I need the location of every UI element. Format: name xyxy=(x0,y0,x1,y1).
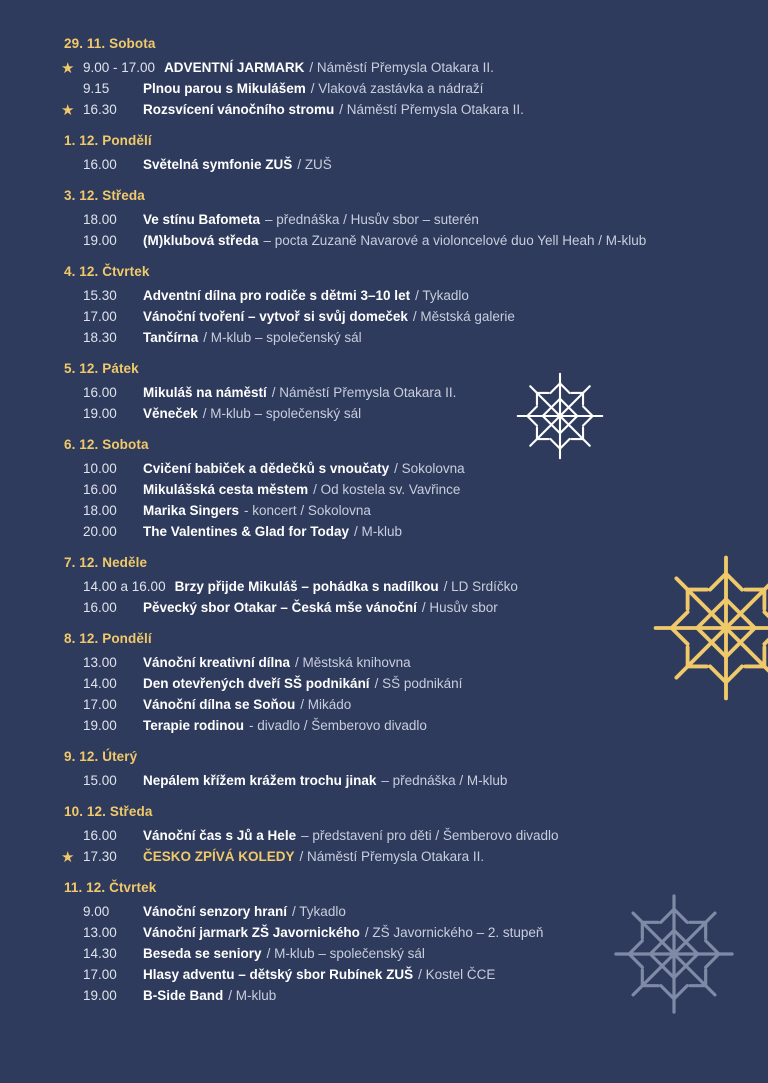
day-date: 3. 12. Středa xyxy=(64,188,145,203)
event-title: Mikulášská cesta městem xyxy=(143,482,309,497)
star-icon xyxy=(61,695,83,716)
event-title: (M)klubová středa xyxy=(143,233,259,248)
event-time: 17.30 xyxy=(83,849,117,864)
day-block xyxy=(64,555,724,618)
star-icon xyxy=(61,923,83,944)
star-icon xyxy=(61,155,83,176)
star-icon xyxy=(61,674,83,695)
event-title: Vánoční jarmark ZŠ Javornického xyxy=(143,925,360,940)
event-time: 13.00 xyxy=(83,925,117,940)
day-block xyxy=(64,880,724,1006)
event-time: 16.30 xyxy=(83,102,117,117)
event-title: Ve stínu Bafometa xyxy=(143,212,261,227)
event-time: 20.00 xyxy=(83,524,117,539)
day-date: 29. 11. Sobota xyxy=(64,36,156,51)
event-time: 19.00 xyxy=(83,233,117,248)
event-row xyxy=(64,230,724,251)
event-row xyxy=(64,922,724,943)
event-row xyxy=(64,78,724,99)
event-venue: / Vlaková zastávka a nádraží xyxy=(310,81,484,96)
event-title: Rozsvícení vánočního stromu xyxy=(143,102,335,117)
event-time: 16.00 xyxy=(83,157,117,172)
event-title: B-Side Band xyxy=(143,988,224,1003)
day-date: 1. 12. Pondělí xyxy=(64,133,152,148)
star-icon xyxy=(61,480,83,501)
event-venue: – přednáška / M-klub xyxy=(381,773,508,788)
day-block xyxy=(61,804,724,867)
star-icon: ★ xyxy=(61,60,75,77)
event-title: Terapie rodinou xyxy=(143,718,245,733)
event-title: Pěvecký sbor Otakar – Česká mše vánoční xyxy=(143,600,417,615)
event-row xyxy=(64,285,724,306)
event-title: Věneček xyxy=(143,406,198,421)
event-time: 19.00 xyxy=(83,988,117,1003)
event-time: 14.00 xyxy=(83,676,117,691)
event-row xyxy=(64,825,724,846)
day-block xyxy=(64,133,724,175)
event-venue: / Mikádo xyxy=(300,697,352,712)
event-title: Světelná symfonie ZUŠ xyxy=(143,157,293,172)
event-time: 15.00 xyxy=(83,773,117,788)
event-venue: / Náměstí Přemysla Otakara II. xyxy=(339,102,524,117)
event-row xyxy=(64,715,724,736)
event-time: 19.00 xyxy=(83,718,117,733)
star-icon xyxy=(61,965,83,986)
event-row xyxy=(64,479,724,500)
day-date: 4. 12. Čtvrtek xyxy=(64,264,150,279)
star-icon xyxy=(61,210,83,231)
event-row xyxy=(64,403,724,424)
event-venue: - divadlo / Šemberovo divadlo xyxy=(249,718,427,733)
event-time: 16.00 xyxy=(83,828,117,843)
star-icon xyxy=(61,286,83,307)
star-icon xyxy=(61,307,83,328)
event-title: Den otevřených dveří SŠ podnikání xyxy=(143,676,370,691)
event-title: Vánoční kreativní dílna xyxy=(143,655,291,670)
day-block xyxy=(64,631,724,736)
event-row xyxy=(64,964,724,985)
star-icon xyxy=(61,653,83,674)
event-venue: / Husův sbor xyxy=(421,600,498,615)
day-date: 6. 12. Sobota xyxy=(64,437,149,452)
event-venue: / M-klub – společenský sál xyxy=(202,406,362,421)
event-venue: / M-klub xyxy=(354,524,403,539)
event-row xyxy=(61,57,724,78)
event-title: Hlasy adventu – dětský sbor Rubínek ZUŠ xyxy=(143,967,414,982)
event-title: Vánoční dílna se Soňou xyxy=(143,697,296,712)
event-time: 14.00 a 16.00 xyxy=(83,579,166,594)
event-title: Adventní dílna pro rodiče s dětmi 3–10 let xyxy=(143,288,411,303)
event-venue: - koncert / Sokolovna xyxy=(244,503,371,518)
event-row xyxy=(64,209,724,230)
event-title: Vánoční čas s Jů a Hele xyxy=(143,828,297,843)
event-row xyxy=(64,901,724,922)
event-time: 18.00 xyxy=(83,503,117,518)
event-time: 19.00 xyxy=(83,406,117,421)
star-icon xyxy=(61,826,83,847)
event-title: The Valentines & Glad for Today xyxy=(143,524,350,539)
event-venue: / SŠ podnikání xyxy=(374,676,463,691)
day-date: 11. 12. Čtvrtek xyxy=(64,880,157,895)
event-time: 18.30 xyxy=(83,330,117,345)
day-block xyxy=(64,264,724,348)
event-time: 16.00 xyxy=(83,385,117,400)
event-venue: / Náměstí Přemysla Otakara II. xyxy=(309,60,494,75)
event-venue: / Sokolovna xyxy=(394,461,465,476)
event-venue: / ZUŠ xyxy=(297,157,332,172)
event-time: 10.00 xyxy=(83,461,117,476)
event-time: 9.00 xyxy=(83,904,110,919)
event-row xyxy=(64,943,724,964)
star-icon xyxy=(61,383,83,404)
event-row xyxy=(64,306,724,327)
event-venue: / Od kostela sv. Vavřince xyxy=(313,482,461,497)
event-venue: – představení pro děti / Šemberovo divadlo xyxy=(301,828,559,843)
star-icon: ★ xyxy=(61,102,75,119)
event-venue: / Městská knihovna xyxy=(295,655,411,670)
event-time: 14.30 xyxy=(83,946,117,961)
event-time: 13.00 xyxy=(83,655,117,670)
day-block xyxy=(64,361,724,424)
event-venue: / LD Srdíčko xyxy=(443,579,518,594)
event-venue: / M-klub xyxy=(228,988,277,1003)
event-venue: / M-klub – společenský sál xyxy=(203,330,362,345)
event-row xyxy=(64,770,724,791)
event-title: Mikuláš na náměstí xyxy=(143,385,267,400)
event-row xyxy=(64,458,724,479)
star-icon xyxy=(61,944,83,965)
program-list xyxy=(61,36,724,1019)
event-time: 17.00 xyxy=(83,309,117,324)
event-row xyxy=(61,99,724,120)
star-icon xyxy=(61,231,83,252)
event-venue: / Kostel ČCE xyxy=(418,967,496,982)
day-date: 9. 12. Úterý xyxy=(64,749,138,764)
event-venue: / Tykadlo xyxy=(292,904,346,919)
event-venue: / Náměstí Přemysla Otakara II. xyxy=(271,385,457,400)
event-title: ČESKO ZPÍVÁ KOLEDY xyxy=(143,849,295,864)
event-row xyxy=(64,576,724,597)
event-title: Plnou parou s Mikulášem xyxy=(143,81,306,96)
day-block xyxy=(61,36,724,120)
event-title: Nepálem křížem krážem trochu jinak xyxy=(143,773,377,788)
event-time: 15.30 xyxy=(83,288,117,303)
event-title: ADVENTNÍ JARMARK xyxy=(164,60,305,75)
star-icon xyxy=(61,771,83,792)
event-title: Beseda se seniory xyxy=(143,946,262,961)
event-venue: – přednáška / Husův sbor – suterén xyxy=(265,212,479,227)
event-row xyxy=(64,694,724,715)
event-venue: / Městská galerie xyxy=(412,309,515,324)
star-icon xyxy=(61,404,83,425)
event-time: 16.00 xyxy=(83,600,117,615)
event-row xyxy=(64,500,724,521)
star-icon xyxy=(61,598,83,619)
star-icon xyxy=(61,522,83,543)
day-date: 8. 12. Pondělí xyxy=(64,631,152,646)
event-title: Tančírna xyxy=(143,330,199,345)
star-icon xyxy=(61,459,83,480)
event-venue: / Náměstí Přemysla Otakara II. xyxy=(299,849,485,864)
event-venue: – pocta Zuzaně Navarové a violoncelové duo Yell Heah / M-klub xyxy=(263,233,647,248)
event-time: 9.15 xyxy=(83,81,110,96)
event-title: Vánoční tvoření – vytvoř si svůj domeček xyxy=(143,309,408,324)
event-row xyxy=(64,382,724,403)
event-time: 18.00 xyxy=(83,212,117,227)
event-venue: / ZŠ Javornického – 2. stupeň xyxy=(364,925,544,940)
event-row xyxy=(61,846,724,867)
event-row xyxy=(64,154,724,175)
star-icon xyxy=(61,716,83,737)
star-icon xyxy=(61,328,83,349)
event-venue: / M-klub – společenský sál xyxy=(266,946,425,961)
star-icon xyxy=(61,986,83,1007)
event-row xyxy=(64,521,724,542)
event-time: 16.00 xyxy=(83,482,117,497)
star-icon: ★ xyxy=(61,849,75,866)
day-block xyxy=(64,749,724,791)
event-row xyxy=(64,597,724,618)
day-date: 10. 12. Středa xyxy=(64,804,153,819)
event-time: 9.00 - 17.00 xyxy=(83,60,156,75)
event-row xyxy=(64,327,724,348)
event-row xyxy=(64,652,724,673)
star-icon xyxy=(61,79,83,100)
event-title: Cvičení babiček a dědečků s vnoučaty xyxy=(143,461,390,476)
event-row xyxy=(64,673,724,694)
event-title: Marika Singers xyxy=(143,503,240,518)
star-icon xyxy=(61,902,83,923)
event-title: Vánoční senzory hraní xyxy=(143,904,288,919)
day-block xyxy=(64,188,724,251)
event-row xyxy=(64,985,724,1006)
day-block xyxy=(64,437,724,542)
event-time: 17.00 xyxy=(83,967,117,982)
star-icon xyxy=(61,577,83,598)
day-date: 7. 12. Neděle xyxy=(64,555,148,570)
star-icon xyxy=(61,501,83,522)
event-time: 17.00 xyxy=(83,697,117,712)
event-title: Brzy přijde Mikuláš – pohádka s nadílkou xyxy=(174,579,439,594)
day-date: 5. 12. Pátek xyxy=(64,361,139,376)
event-venue: / Tykadlo xyxy=(415,288,469,303)
